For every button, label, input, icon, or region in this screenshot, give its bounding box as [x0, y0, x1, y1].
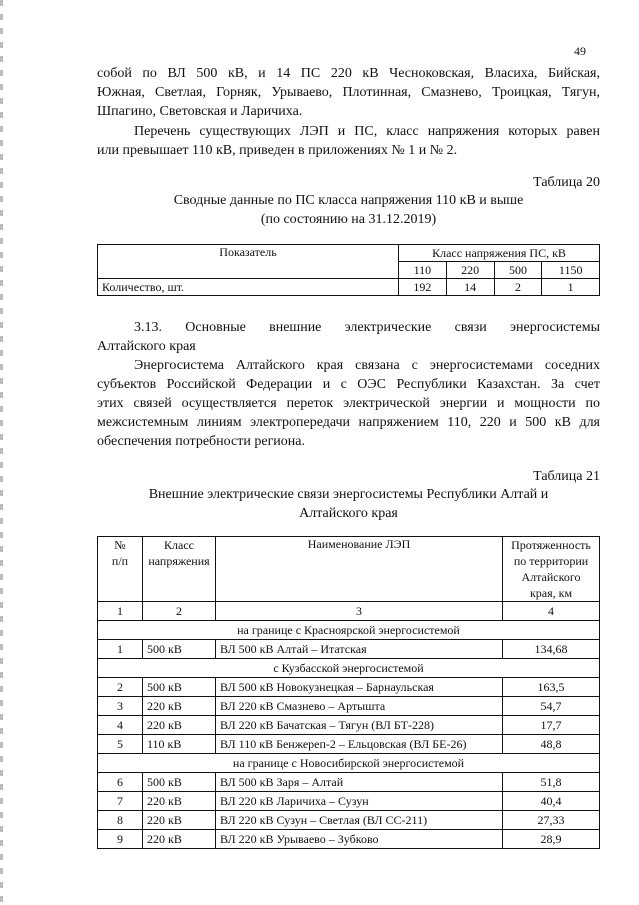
table20-class-cell: 110	[399, 262, 447, 279]
section-body-paragraph	[97, 356, 600, 451]
table-row	[98, 678, 600, 697]
table20-header-indicator: Показатель	[98, 245, 399, 279]
section-body-line: обеспечения потребности региона.	[97, 434, 306, 449]
row-num: 1	[98, 640, 143, 659]
table21-label: Таблица 21	[533, 469, 600, 484]
row-length: 54,7	[503, 697, 600, 716]
header-text: напряжения	[148, 554, 210, 568]
row-num: 2	[98, 678, 143, 697]
section-heading-line: 3.13. Основные внешние электрические связи энергосистемы	[134, 320, 600, 335]
column-number-cell: 3	[216, 602, 503, 621]
header-text: Класс	[164, 538, 194, 552]
table20-title	[97, 191, 600, 229]
row-voltage: 220 кВ	[143, 792, 216, 811]
header-text: Протяженность	[511, 538, 591, 552]
table21-header-name: Наименование ЛЭП	[216, 537, 503, 602]
table20	[97, 244, 600, 296]
table-row	[98, 830, 600, 849]
section-heading-line: Алтайского края	[97, 339, 196, 354]
row-num: 5	[98, 735, 143, 754]
row-name: ВЛ 220 кВ Смазнево – Артышта	[216, 697, 503, 716]
table-row	[98, 716, 600, 735]
table20-count-cell: 192	[399, 279, 447, 296]
section-body-line: Энергосистема Алтайского края связана с энергосистемами соседних	[134, 358, 600, 373]
table21-group-row	[98, 659, 600, 678]
intro-line: собой по ВЛ 500 кВ, и 14 ПС 220 кВ Чесноковская, Власиха, Бийская,	[97, 66, 600, 81]
table21-group-row	[98, 754, 600, 773]
row-length: 163,5	[503, 678, 600, 697]
table21-header-num	[98, 537, 143, 602]
table-row	[98, 735, 600, 754]
section-heading	[97, 318, 600, 356]
list-reference-line: или превышает 110 кВ, приведен в приложениях № 1 и № 2.	[97, 143, 458, 158]
header-text: по территории	[513, 554, 589, 568]
table20-class-cell: 220	[446, 262, 494, 279]
row-num: 8	[98, 811, 143, 830]
table21-header-class	[143, 537, 216, 602]
section-body-line: этих связей осуществляется переток электрической энергии и мощности по	[97, 396, 600, 411]
row-voltage: 500 кВ	[143, 773, 216, 792]
row-voltage: 220 кВ	[143, 811, 216, 830]
table20-header-class: Класс напряжения ПС, кВ	[399, 245, 600, 262]
header-text: Алтайского	[521, 570, 581, 584]
intro-line: Южная, Светлая, Горняк, Урываево, Плотинная, Смазнево, Троицкая, Тягун,	[97, 85, 600, 100]
list-reference-paragraph	[97, 122, 600, 160]
table-row	[98, 792, 600, 811]
row-num: 6	[98, 773, 143, 792]
row-num: 4	[98, 716, 143, 735]
row-name: ВЛ 220 кВ Урываево – Зубково	[216, 830, 503, 849]
row-length: 28,9	[503, 830, 600, 849]
row-length: 48,8	[503, 735, 600, 754]
row-name: ВЛ 110 кВ Бенжереп-2 – Ельцовская (ВЛ БЕ-26)	[216, 735, 503, 754]
table20-class-cell: 500	[494, 262, 542, 279]
table-row	[98, 697, 600, 716]
row-num: 9	[98, 830, 143, 849]
row-length: 27,33	[503, 811, 600, 830]
column-number-cell: 2	[143, 602, 216, 621]
section-body-line: межсистемным линиям электропередачи напряжением 110, 220 и 500 кВ для	[97, 415, 600, 430]
table21-header-row	[98, 537, 600, 602]
list-reference-line: Перечень существующих ЛЭП и ПС, класс напряжения которых равен	[134, 124, 600, 139]
table20-header-row	[98, 245, 600, 262]
row-voltage: 110 кВ	[143, 735, 216, 754]
table21-column-numbers-row	[98, 602, 600, 621]
row-name: ВЛ 220 кВ Сузун – Светлая (ВЛ СС-211)	[216, 811, 503, 830]
table20-count-cell: 2	[494, 279, 542, 296]
page-number: 49	[574, 44, 586, 58]
row-name: ВЛ 220 кВ Ларичиха – Сузун	[216, 792, 503, 811]
table-row	[98, 640, 600, 659]
row-num: 3	[98, 697, 143, 716]
row-name: ВЛ 500 кВ Заря – Алтай	[216, 773, 503, 792]
row-length: 17,7	[503, 716, 600, 735]
table-row	[98, 811, 600, 830]
table20-count-cell: 14	[446, 279, 494, 296]
header-text: №	[114, 538, 126, 552]
table20-title-line: Сводные данные по ПС класса напряжения 110 кВ и выше	[173, 193, 524, 208]
section-body-line: субъектов Российской Федерации и с ОЭС Республики Казахстан. За счет	[97, 377, 600, 392]
row-length: 40,4	[503, 792, 600, 811]
table20-title-line: (по состоянию на 31.12.2019)	[260, 212, 437, 227]
row-name: ВЛ 500 кВ Новокузнецкая – Барнаульская	[216, 678, 503, 697]
header-text: п/п	[111, 554, 129, 568]
row-voltage: 220 кВ	[143, 716, 216, 735]
row-name: ВЛ 500 кВ Алтай – Итатская	[216, 640, 503, 659]
column-number-cell: 4	[503, 602, 600, 621]
table20-data-row	[98, 279, 600, 296]
row-length: 134,68	[503, 640, 600, 659]
row-voltage: 500 кВ	[143, 640, 216, 659]
table21-header-length	[503, 537, 600, 602]
table21-title	[97, 485, 600, 523]
table21-group-row	[98, 621, 600, 640]
intro-line: Шпагино, Световская и Ларичиха.	[97, 104, 303, 119]
column-number-cell: 1	[98, 602, 143, 621]
table20-class-cell: 1150	[542, 262, 600, 279]
table21-title-line: Внешние электрические связи энергосистемы Республики Алтай и	[148, 487, 549, 502]
row-length: 51,8	[503, 773, 600, 792]
table21	[97, 536, 600, 849]
row-voltage: 500 кВ	[143, 678, 216, 697]
table-row	[98, 773, 600, 792]
table20-count-cell: 1	[542, 279, 600, 296]
row-num: 7	[98, 792, 143, 811]
row-name: ВЛ 220 кВ Бачатская – Тягун (ВЛ БТ-228)	[216, 716, 503, 735]
header-text: края, км	[529, 586, 573, 600]
group-title: на границе с Новосибирской энергосистемой	[98, 754, 600, 773]
row-voltage: 220 кВ	[143, 830, 216, 849]
table20-row-label: Количество, шт.	[98, 279, 399, 296]
row-voltage: 220 кВ	[143, 697, 216, 716]
group-title: с Кузбасской энергосистемой	[98, 659, 600, 678]
table21-title-line: Алтайского края	[299, 506, 398, 521]
table20-label: Таблица 20	[533, 175, 600, 190]
intro-paragraph	[97, 64, 600, 121]
scan-edge-shadow	[0, 0, 3, 905]
group-title: на границе с Красноярской энергосистемой	[98, 621, 600, 640]
